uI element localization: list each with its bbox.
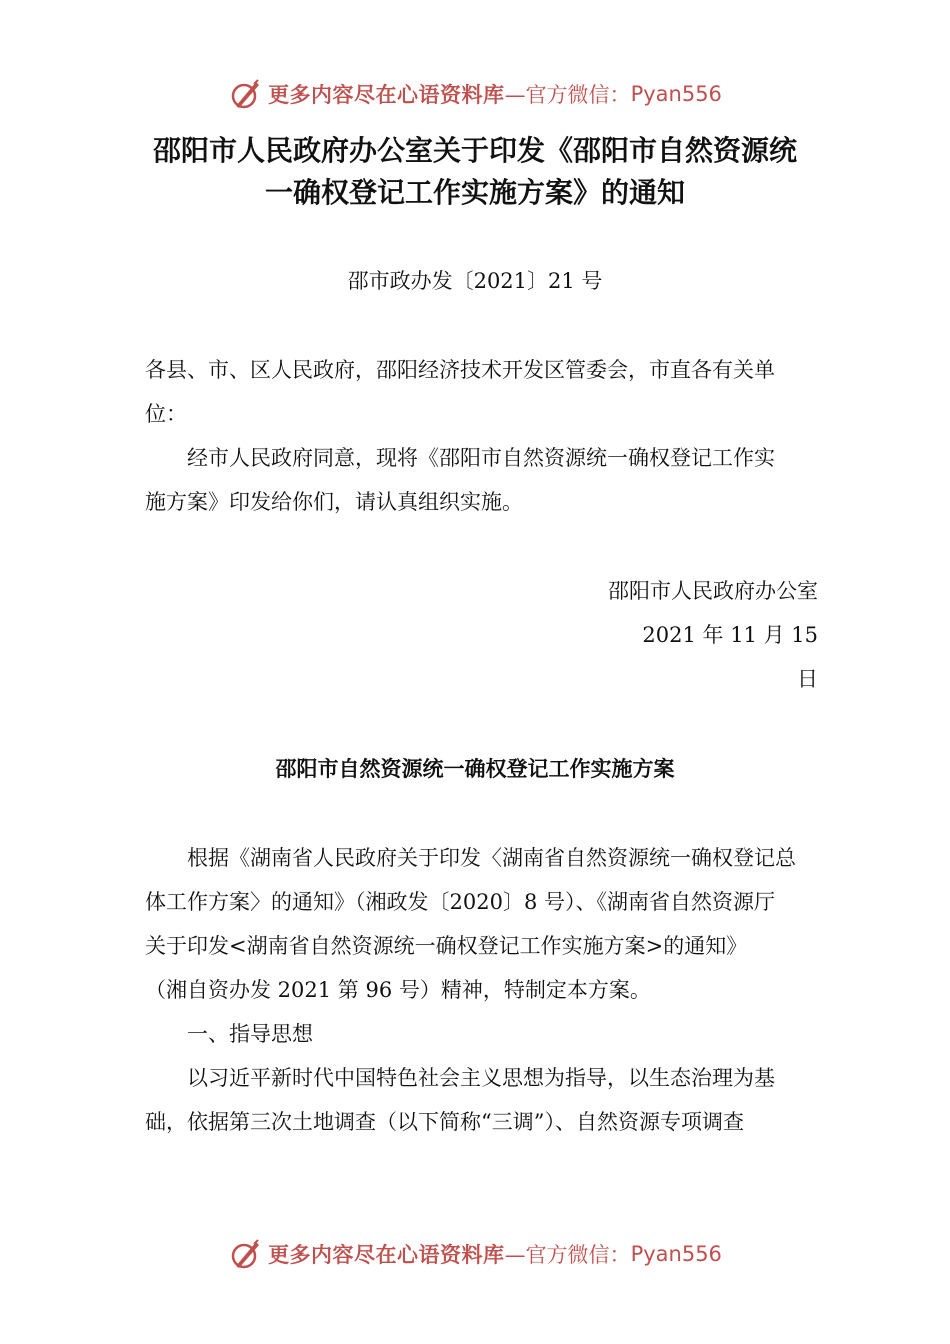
- watermark-footer: [0, 1234, 950, 1274]
- watermark-text: 更多内容尽在心语资料库: [268, 1243, 505, 1267]
- plan-para2-line-2: 础，依据第三次土地调查（以下简称“三调”）、自然资源专项调查: [145, 1110, 744, 1134]
- watermark-header: [0, 74, 950, 114]
- pen-logo-icon: [228, 1236, 264, 1272]
- notice-body-line-1: 经市人民政府同意，现将《邵阳市自然资源统一确权登记工作实: [187, 446, 775, 470]
- notice-title-line-1: 邵阳市人民政府办公室关于印发《邵阳市自然资源统: [152, 134, 797, 167]
- watermark-separator: —官方微信：: [504, 1243, 631, 1267]
- section-heading-guiding-ideology: 一、指导思想: [187, 1022, 313, 1046]
- issue-date-line-1: 2021 年 11 月 15: [642, 623, 818, 647]
- addressee-line-1: 各县、市、区人民政府，邵阳经济技术开发区管委会，市直各有关单: [145, 358, 775, 382]
- watermark-text: 更多内容尽在心语资料库: [268, 83, 505, 107]
- plan-para1-line-2: 体工作方案〉的通知》（湘政发〔2020〕8 号）、《湖南省自然资源厅: [145, 890, 775, 914]
- notice-title-line-2: 一确权登记工作实施方案》的通知: [264, 176, 685, 209]
- issue-date-line-2: 日: [797, 667, 818, 691]
- plan-title: 邵阳市自然资源统一确权登记工作实施方案: [275, 757, 675, 781]
- addressee-line-2: 位：: [145, 402, 187, 426]
- watermark-wechat-id: Pyan556: [630, 1242, 722, 1266]
- watermark-wechat-id: Pyan556: [630, 82, 722, 106]
- plan-para1-line-1: 根据《湖南省人民政府关于印发〈湖南省自然资源统一确权登记总: [187, 846, 796, 870]
- notice-body-line-2: 施方案》印发给你们，请认真组织实施。: [145, 490, 523, 514]
- plan-para1-line-4: （湘自资办发 2021 第 96 号）精神，特制定本方案。: [145, 978, 651, 1002]
- document-number: 邵市政办发〔2021〕21 号: [347, 269, 603, 293]
- plan-para1-line-3: 关于印发<湖南省自然资源统一确权登记工作实施方案>的通知》: [145, 934, 748, 958]
- watermark-separator: —官方微信：: [504, 83, 631, 107]
- plan-para2-line-1: 以习近平新时代中国特色社会主义思想为指导，以生态治理为基: [187, 1066, 775, 1090]
- pen-logo-icon: [228, 76, 264, 112]
- issuing-office: 邵阳市人民政府办公室: [608, 579, 818, 603]
